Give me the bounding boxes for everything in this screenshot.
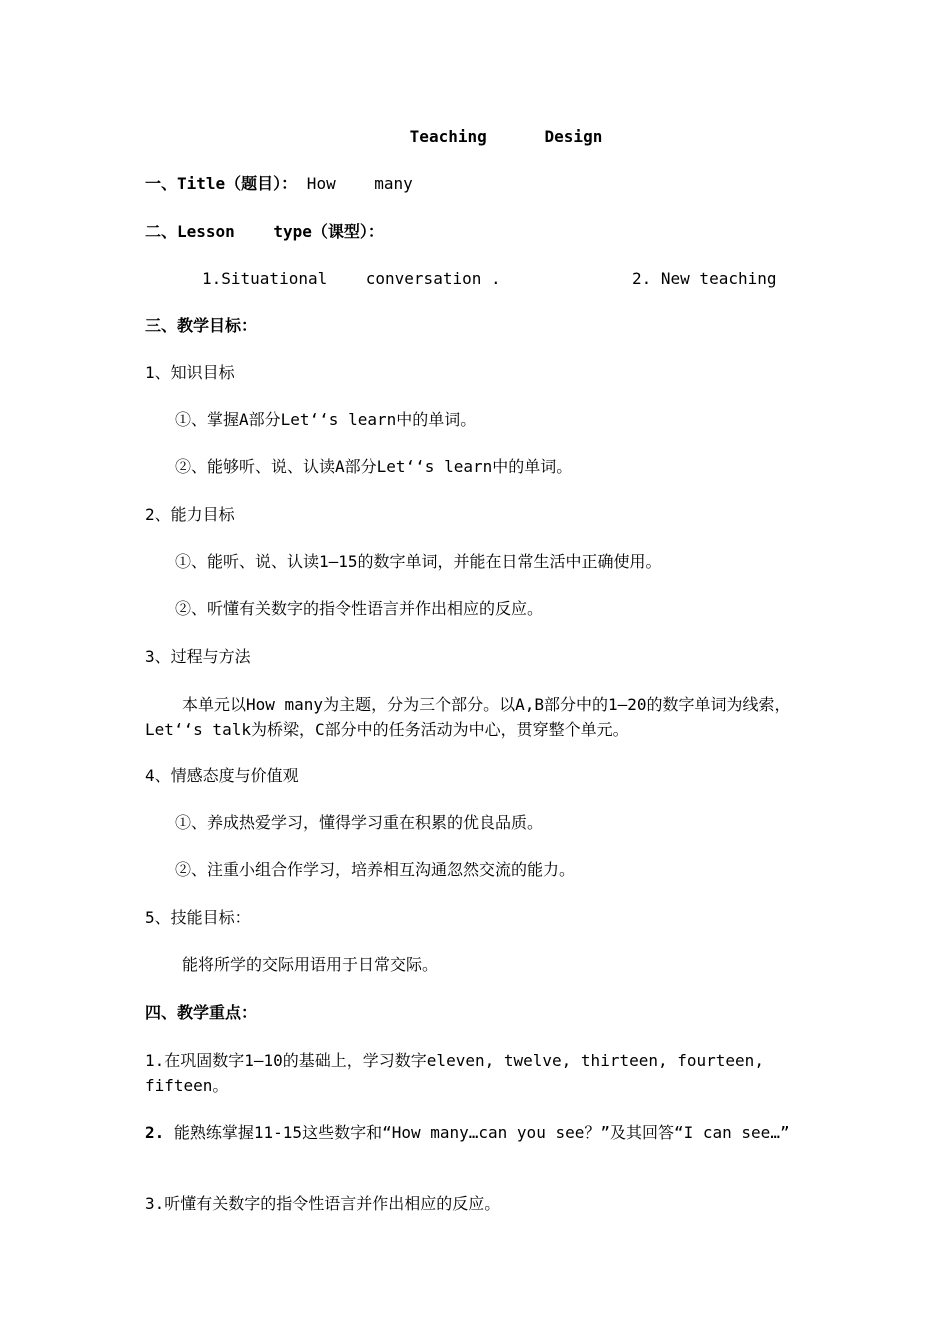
lesson-type-item-2: 2. New teaching (632, 269, 777, 288)
goal-5-heading: 5、技能目标： (145, 908, 251, 927)
goal-2-heading: 2、能力目标 (145, 505, 235, 524)
key-point-1: 1.在巩固数字1—10的基础上，学习数字eleven, twelve, thirteen, fourteen, fifteen。 (145, 1051, 764, 1095)
lesson-type-item-1: 1.Situational conversation . (202, 269, 501, 288)
section-lesson-type: 二、Lesson type（课型）： (145, 222, 384, 241)
section-title-label: 一、Title（题目）： (145, 174, 298, 193)
goal-4-heading: 4、情感态度与价值观 (145, 766, 299, 785)
goal-3-paragraph: 本单元以How many为主题，分为三个部分。以A,B部分中的1—20的数字单词为线索，Let‘‘s talk为桥梁，C部分中的任务活动为中心，贯穿整个单元。 (145, 695, 791, 739)
goal-4-item-2: ②、注重小组合作学习，培养相互沟通忽然交流的能力。 (175, 860, 576, 879)
section-key-points: 四、教学重点： (145, 1003, 258, 1022)
key-point-2-number: 2. (145, 1123, 165, 1142)
goal-1-item-1: ①、掌握A部分Let‘‘s learn中的单词。 (175, 410, 477, 429)
document-title: Teaching Design (409, 127, 603, 146)
section-title-value: How many (297, 174, 413, 193)
goal-3-heading: 3、过程与方法 (145, 647, 251, 666)
section-title (145, 172, 413, 196)
goal-2-item-2: ②、听懂有关数字的指令性语言并作出相应的反应。 (175, 599, 544, 618)
goal-1-item-2: ②、能够听、说、认读A部分Let‘‘s learn中的单词。 (175, 457, 573, 476)
key-point-3: 3.听懂有关数字的指令性语言并作出相应的反应。 (145, 1194, 501, 1213)
section-teaching-goals: 三、教学目标： (145, 316, 258, 335)
goal-1-heading: 1、知识目标 (145, 363, 235, 382)
goal-2-item-1: ①、能听、说、认读1—15的数字单词，并能在日常生活中正确使用。 (175, 552, 662, 571)
goal-4-item-1: ①、养成热爱学习，懂得学习重在积累的优良品质。 (175, 813, 544, 832)
key-point-2 (145, 1120, 815, 1145)
goal-5-paragraph: 能将所学的交际用语用于日常交际。 (182, 955, 439, 974)
key-point-2-text: 能熟练掌握11-15这些数字和“How many…can you see？”及其回答“I can see…” (164, 1123, 790, 1142)
